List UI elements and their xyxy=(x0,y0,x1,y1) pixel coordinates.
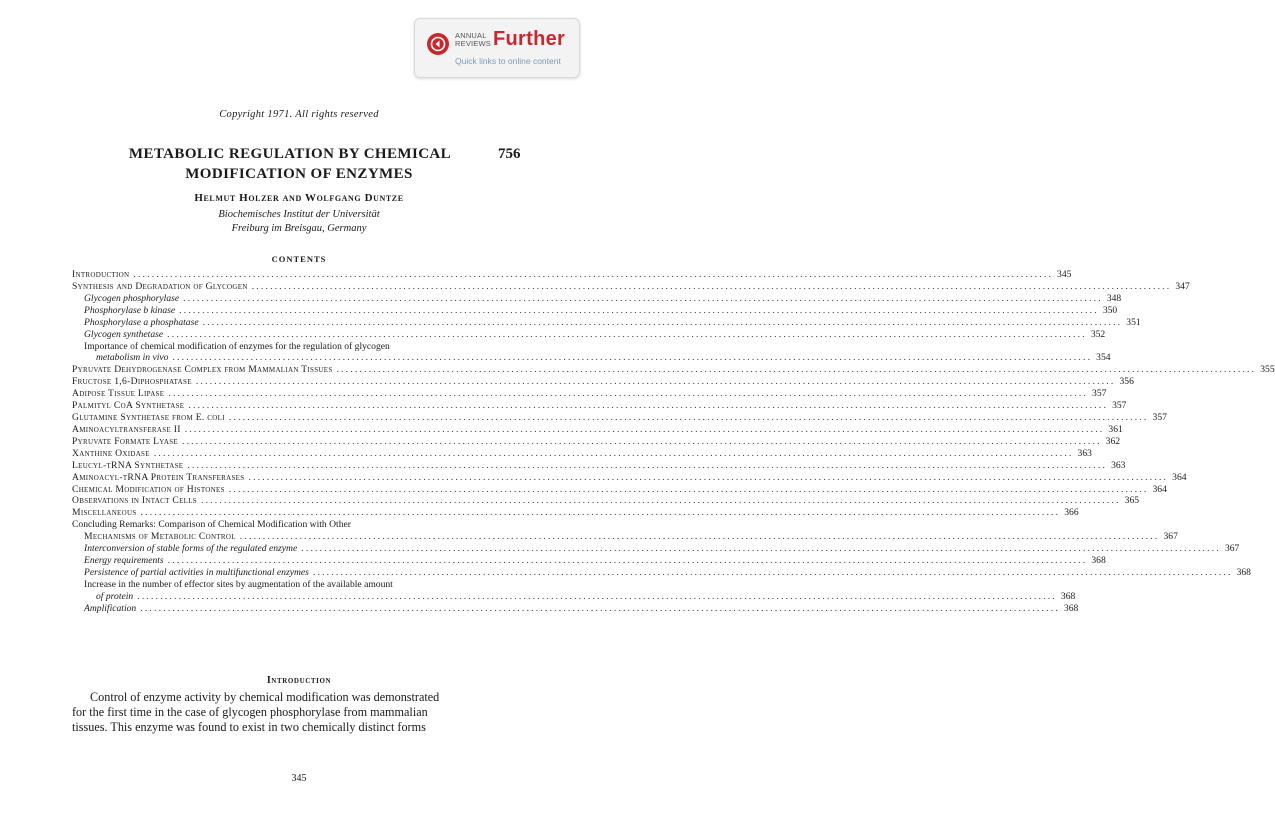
toc-entry xyxy=(72,388,1107,400)
toc-entry-title: Pyruvate Formate Lyase xyxy=(72,435,178,447)
toc-entry-title: Introduction xyxy=(72,269,130,280)
toc-entry xyxy=(72,423,1123,436)
toc-entry-page: 355 xyxy=(1260,364,1275,376)
toc-entry-page: 363 xyxy=(1111,459,1126,471)
toc-entry-title: Persistence of partial activities in multifunctional enzymes xyxy=(84,567,309,578)
page-number: 345 xyxy=(291,773,307,784)
badge-further-text: Further xyxy=(493,28,566,50)
toc-dot-leader: ........................................................................................................................................................................................................ xyxy=(153,447,1074,459)
toc-dot-leader: ........................................................................................................................................................................................................ xyxy=(181,435,1102,447)
toc-dot-leader: ........................................................................................................................................................................................................ xyxy=(228,412,1149,424)
toc-entry-page: 368 xyxy=(1060,590,1076,602)
toc-entry xyxy=(72,292,1122,305)
toc-entry xyxy=(72,531,1178,543)
toc-entry xyxy=(72,280,1190,293)
toc-dot-leader: ........................................................................................................................................................................................................ xyxy=(137,590,1057,602)
toc-dot-leader: ........................................................................................................................................................................................................ xyxy=(200,495,1121,507)
toc-dot-leader: ........................................................................................................................................................................................................ xyxy=(228,483,1149,495)
toc-entry-page: 352 xyxy=(1090,328,1106,340)
toc-entry-title: Palmityl CoA Synthetase xyxy=(72,400,185,412)
toc-entry-title: Interconversion of stable forms of the regulated enzyme xyxy=(84,543,298,555)
toc-dot-leader: ........................................................................................................................................................................................................ xyxy=(195,376,1116,388)
affiliation-line-1: Biochemisches Institut der Universität xyxy=(218,209,380,220)
toc-entry xyxy=(72,483,1167,496)
toc-entry-title: Importance of chemical modification of enzymes for the regulation of glycogen xyxy=(84,340,390,352)
toc-entry-title: Aminoacyl-tRNA Protein Transferases xyxy=(72,471,245,483)
toc-entry xyxy=(72,412,1167,424)
toc-dot-leader: ........................................................................................................................................................................................................ xyxy=(140,507,1061,519)
annual-reviews-further-badge[interactable] xyxy=(414,18,580,78)
toc-entry-title: Phosphorylase b kinase xyxy=(84,304,176,316)
toc-entry-page: 364 xyxy=(1152,483,1167,495)
toc-dot-leader: ........................................................................................................................................................................................................ xyxy=(188,400,1109,412)
toc-dot-leader: ........................................................................................................................................................................................................ xyxy=(312,567,1233,578)
toc-entry xyxy=(72,341,486,353)
toc-dot-leader: ........................................................................................................................................................................................................ xyxy=(172,352,1093,364)
toc-dot-leader: ........................................................................................................................................................................................................ xyxy=(167,555,1088,567)
toc-entry xyxy=(72,590,1076,603)
toc-dot-leader: ........................................................................................................................................................................................................ xyxy=(202,316,1123,328)
toc-entry-page: 368 xyxy=(1063,602,1079,614)
toc-entry xyxy=(72,400,1127,412)
toc-entry-page: 363 xyxy=(1077,447,1092,459)
article-title-line-1: METABOLIC REGULATION BY CHEMICAL xyxy=(128,146,452,162)
toc-entry-page: 345 xyxy=(1057,269,1072,280)
toc-entry-page: 368 xyxy=(1091,555,1106,567)
toc-entry-page: 357 xyxy=(1112,400,1127,412)
toc-dot-leader: ........................................................................................................................................................................................................ xyxy=(184,423,1105,435)
margin-number: 756 xyxy=(498,146,521,162)
toc-dot-leader: ........................................................................................................................................................................................................ xyxy=(167,328,1087,340)
toc-dot-leader: ........................................................................................................................................................................................................ xyxy=(140,602,1060,614)
toc-dot-leader: ........................................................................................................................................................................................................ xyxy=(183,292,1103,304)
toc-entry-title: Miscellaneous xyxy=(72,507,137,519)
toc-entry-page: 351 xyxy=(1126,316,1141,328)
toc-entry-page: 364 xyxy=(1172,471,1187,483)
toc-dot-leader: ........................................................................................................................................................................................................ xyxy=(168,388,1089,400)
toc-entry-title: Aminoacyltransferase II xyxy=(72,423,181,435)
toc-entry xyxy=(72,543,1240,555)
toc-entry-page: 348 xyxy=(1106,292,1122,304)
article-title-line-2: MODIFICATION OF ENZYMES xyxy=(185,166,413,182)
toc-dot-leader: ........................................................................................................................................................................................................ xyxy=(251,280,1172,292)
toc-entry-title: metabolism in vivo xyxy=(96,352,169,364)
toc-entry-page: 365 xyxy=(1124,495,1140,507)
toc-entry xyxy=(72,316,1141,329)
toc-entry-title: Adipose Tissue Lipase xyxy=(72,388,165,400)
copyright-notice: Copyright 1971. All rights reserved xyxy=(219,109,379,120)
toc-entry-title: Fructose 1,6-Diphosphatase xyxy=(72,376,192,388)
toc-entry-title: of protein xyxy=(96,590,134,602)
toc-entry-page: 354 xyxy=(1096,352,1111,364)
toc-entry-page: 361 xyxy=(1108,423,1123,435)
toc-dot-leader: ........................................................................................................................................................................................................ xyxy=(133,269,1054,280)
toc-entry-page: 362 xyxy=(1105,435,1121,447)
badge-reviews-text: REVIEWS xyxy=(455,39,491,48)
toc-entry-title: Mechanisms of Metabolic Control xyxy=(84,531,236,543)
toc-entry-page: 357 xyxy=(1092,388,1107,400)
toc-entry xyxy=(72,328,1106,341)
toc-entry-page: 367 xyxy=(1224,543,1240,555)
toc-dot-leader: ........................................................................................................................................................................................................ xyxy=(301,543,1221,555)
toc-entry xyxy=(72,304,1118,317)
toc-entry-title: Leucyl-tRNA Synthetase xyxy=(72,459,184,471)
toc-dot-leader: ........................................................................................................................................................................................................ xyxy=(336,364,1257,376)
toc-entry-title: Concluding Remarks: Comparison of Chemical Modification with Other xyxy=(72,519,351,531)
toc-entry-page: 350 xyxy=(1102,304,1118,316)
body-text-line: for the first time in the case of glycogen phosphorylase from mammalian xyxy=(72,705,428,719)
toc-entry-page: 357 xyxy=(1152,412,1167,424)
toc-entry xyxy=(72,555,1106,567)
contents-heading: CONTENTS xyxy=(271,254,327,264)
toc-entry-title: Increase in the number of effector sites by augmentation of the available amount xyxy=(84,578,393,590)
toc-entry xyxy=(72,507,1079,519)
toc-entry-title: Glycogen phosphorylase xyxy=(84,292,180,304)
body-text-line: Control of enzyme activity by chemical modification was demonstrated xyxy=(90,690,440,704)
toc-entry-title: Amplification xyxy=(84,602,137,614)
toc-entry-title: Pyruvate Dehydrogenase Complex from Mammalian Tissues xyxy=(72,364,333,376)
toc-entry-page: 347 xyxy=(1175,280,1190,292)
toc-entry-title: Xanthine Oxidase xyxy=(72,447,150,459)
toc-entry xyxy=(72,471,1187,484)
toc-entry xyxy=(72,364,1275,376)
toc-entry xyxy=(72,495,1140,507)
toc-entry-title: Observations in Intact Cells xyxy=(72,495,197,507)
toc-dot-leader: ........................................................................................................................................................................................................ xyxy=(179,304,1099,316)
body-text-line: tissues. This enzyme was found to exist in two chemically distinct forms xyxy=(72,720,426,734)
toc-dot-leader: ........................................................................................................................................................................................................ xyxy=(248,471,1169,483)
badge-annual-text: ANNUAL xyxy=(455,31,487,40)
toc-entry xyxy=(72,579,486,591)
toc-entry-title: Synthesis and Degradation of Glycogen xyxy=(72,280,248,292)
toc-entry-page: 368 xyxy=(1236,567,1251,578)
toc-entry-page: 356 xyxy=(1119,376,1134,388)
annual-reviews-logo-icon xyxy=(427,33,449,55)
toc-entry-title: Chemical Modification of Histones xyxy=(72,483,225,495)
toc-entry-title: Glutamine Synthetase from E. coli xyxy=(72,412,225,424)
toc-entry-page: 367 xyxy=(1163,531,1178,543)
toc-dot-leader: ........................................................................................................................................................................................................ xyxy=(187,459,1108,471)
toc-entry-title: Energy requirements xyxy=(84,555,164,567)
toc-entry xyxy=(72,519,486,531)
toc-entry-title: Phosphorylase a phosphatase xyxy=(84,316,199,328)
toc-entry-title: Glycogen synthetase xyxy=(84,328,164,340)
toc-entry xyxy=(72,602,1079,615)
toc-entry xyxy=(72,435,1121,448)
toc-entry xyxy=(72,269,1072,281)
authors: Helmut Holzer and Wolfgang Duntze xyxy=(194,192,404,204)
badge-subtitle: Quick links to online content xyxy=(455,56,561,66)
affiliation-line-2: Freiburg im Breisgau, Germany xyxy=(231,223,367,234)
introduction-heading: Introduction xyxy=(266,675,332,686)
toc-entry xyxy=(72,376,1134,388)
toc-entry-page: 366 xyxy=(1064,507,1079,519)
toc-entry xyxy=(72,447,1092,460)
toc-entry xyxy=(72,567,1251,579)
toc-entry xyxy=(72,459,1126,472)
toc-dot-leader: ........................................................................................................................................................................................................ xyxy=(239,531,1160,543)
toc-entry xyxy=(72,352,1111,364)
